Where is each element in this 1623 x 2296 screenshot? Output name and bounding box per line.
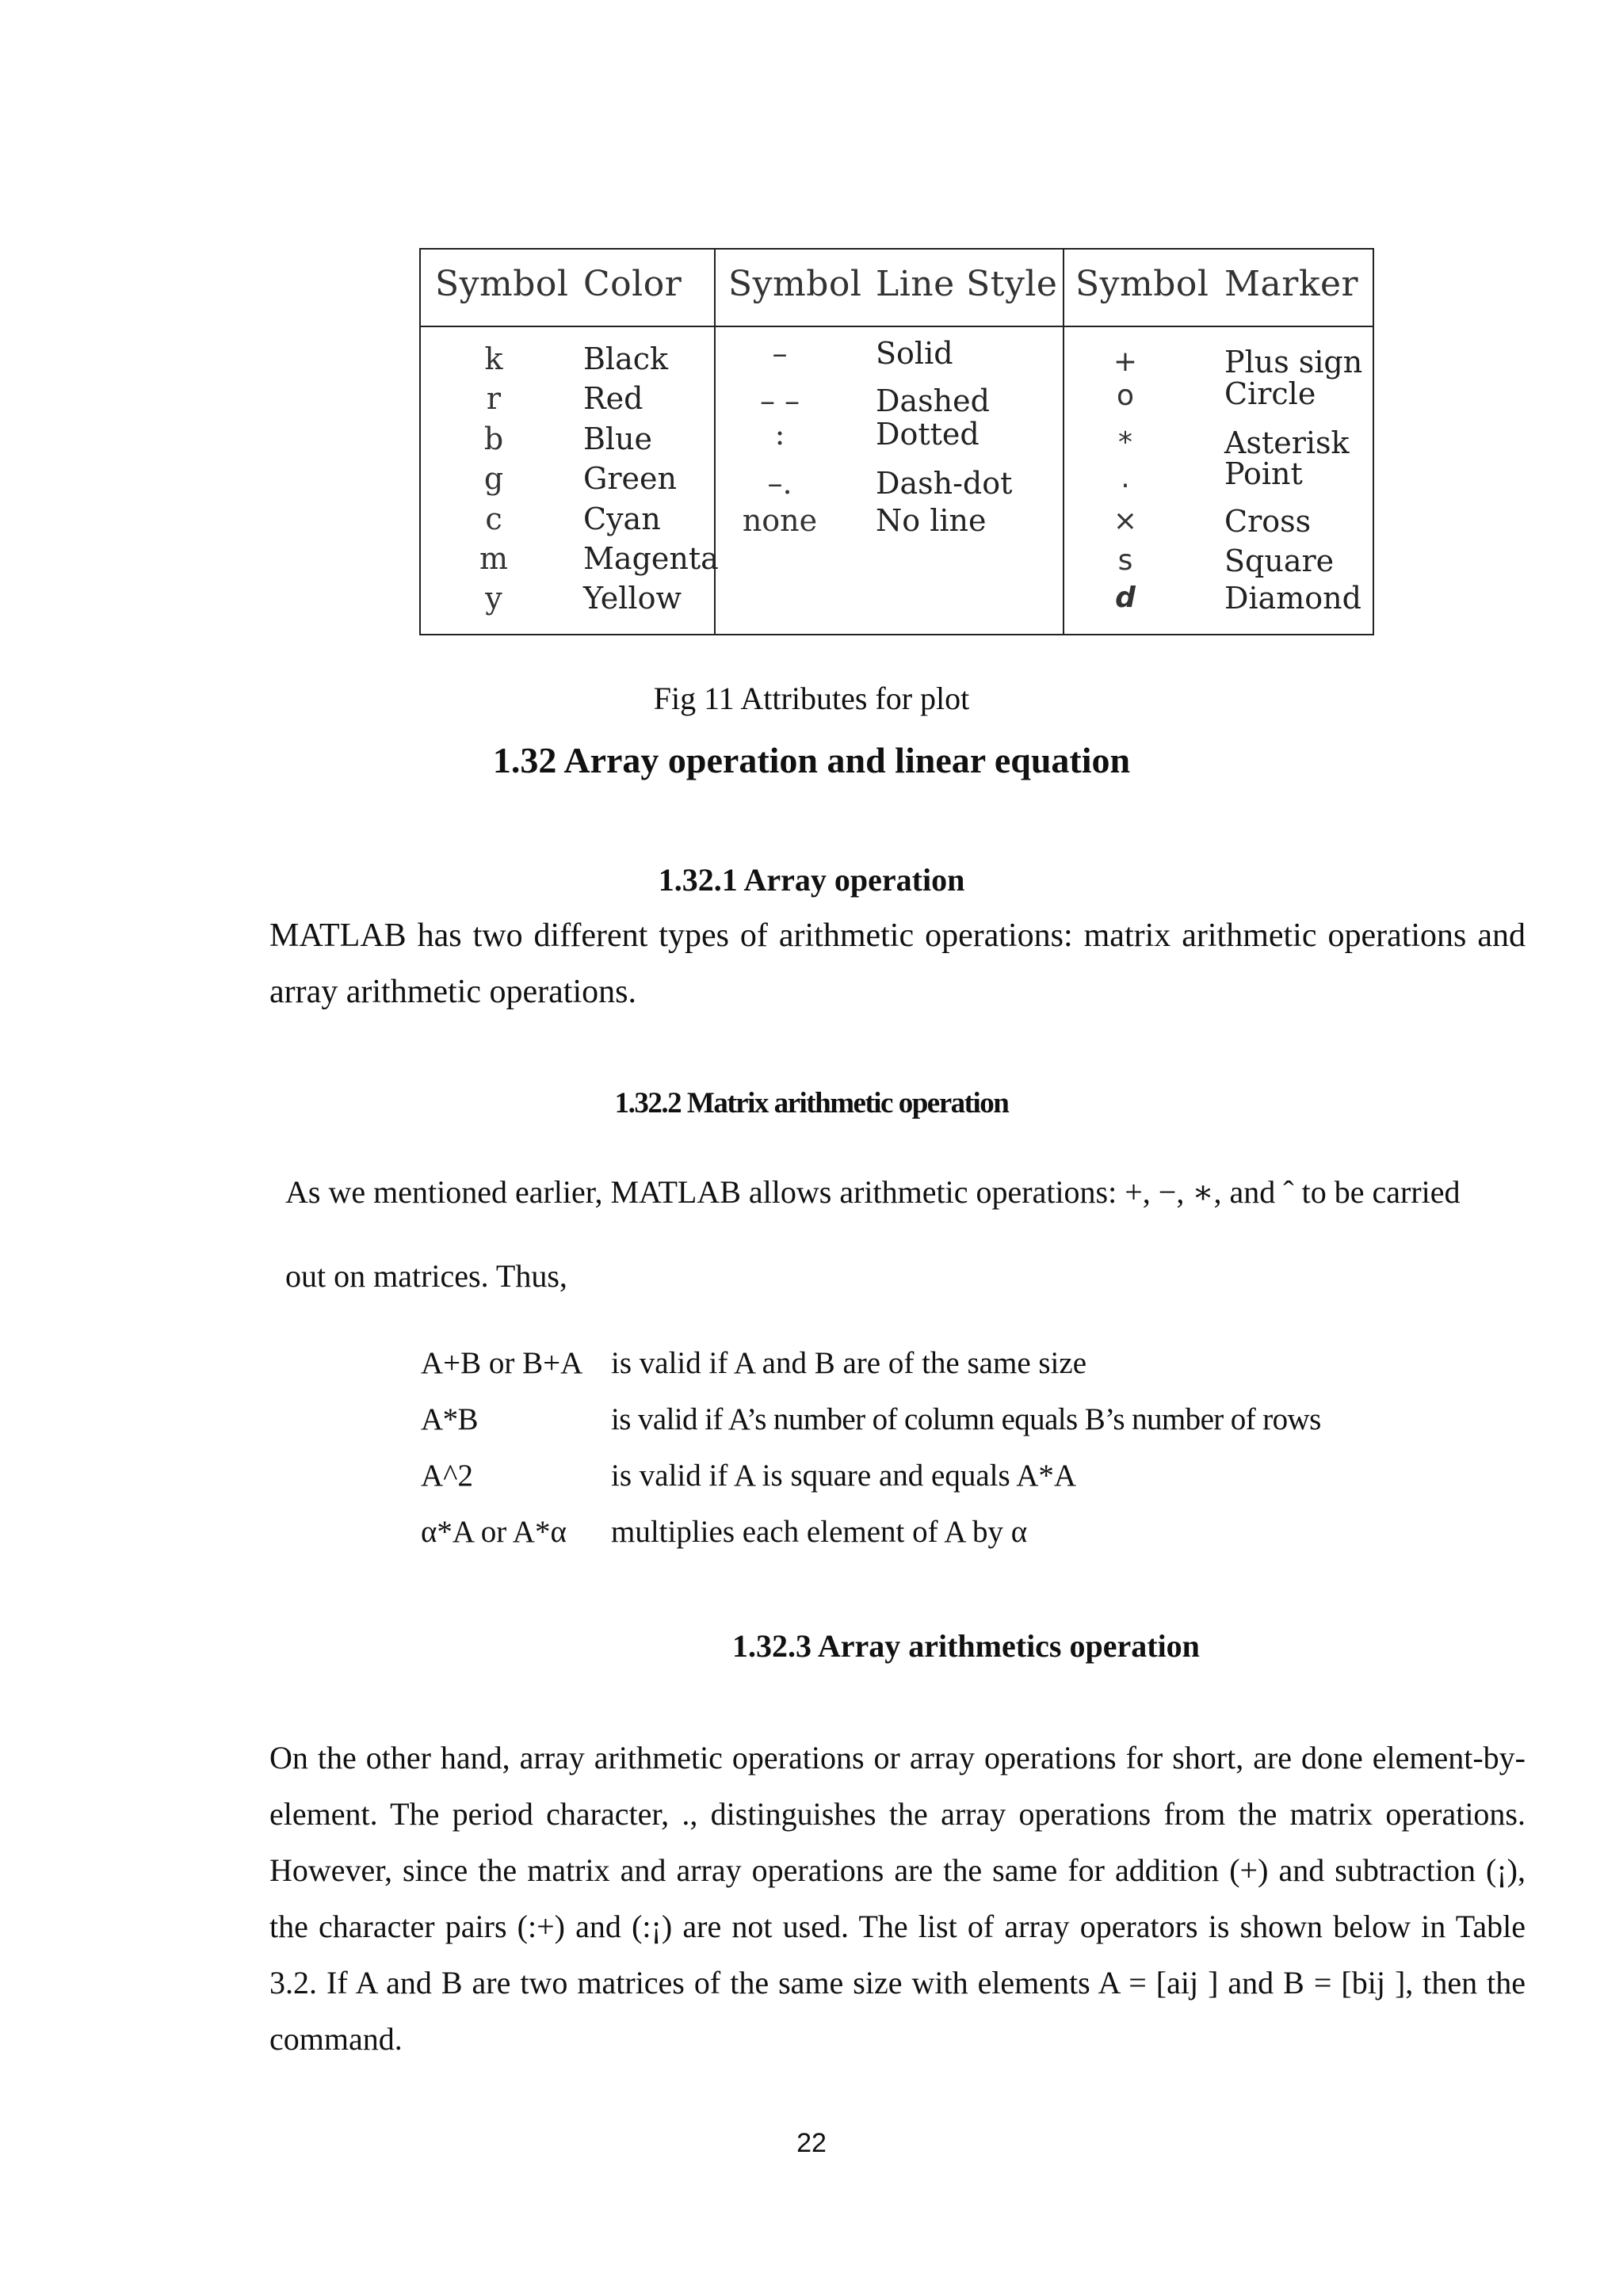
header-marker: Marker <box>1224 264 1359 304</box>
page-number: 22 <box>796 2128 827 2158</box>
header-color: Color <box>583 264 682 304</box>
header-symbol-color: Symbol <box>435 264 569 304</box>
header-line-style: Line Style <box>876 264 1058 304</box>
marker-name: Asterisk <box>1224 425 1350 460</box>
rule-description: is valid if A’s number of column equals B’s number of rows <box>611 1402 1321 1436</box>
color-symbol: y <box>485 581 502 616</box>
array-arithmetic-paragraph <box>269 1730 1526 2067</box>
line-symbol: – – <box>759 383 800 418</box>
marker-symbol: s <box>1117 544 1133 577</box>
line-style-name: Dashed <box>876 383 990 418</box>
color-name: Yellow <box>583 581 682 616</box>
rule-description: multiplies each element of A by α <box>611 1515 1028 1549</box>
plot-attributes-table <box>419 248 1374 635</box>
marker-name: Cross <box>1224 504 1312 539</box>
rule-description: is valid if A is square and equals A*A <box>611 1459 1077 1493</box>
marker-symbol: . <box>1121 462 1130 494</box>
marker-name: Circle <box>1224 376 1316 411</box>
color-symbol: m <box>479 541 509 576</box>
subsection-title-1: 1.32.1 Array operation <box>658 862 965 898</box>
array-operation-paragraph <box>269 908 1526 1020</box>
color-name: Blue <box>583 421 653 456</box>
matrix-paragraph-line-1: As we mentioned earlier, MATLAB allows arithmetic operations: +, −, ∗, and ˆ to be carried <box>285 1174 1461 1210</box>
marker-symbol: * <box>1118 426 1132 459</box>
line-symbol: : <box>774 417 785 452</box>
table-divider <box>1063 250 1064 634</box>
line-symbol: none <box>742 503 818 538</box>
line-style-name: Dotted <box>876 417 980 452</box>
color-symbol: r <box>486 381 502 416</box>
color-symbol: c <box>485 502 502 536</box>
marker-symbol: o <box>1116 379 1135 412</box>
rule-operation: α*A or A*α <box>421 1515 567 1549</box>
color-symbol: b <box>483 421 504 456</box>
color-name: Black <box>583 341 669 376</box>
rule-operation: A^2 <box>421 1459 473 1493</box>
line-style-name: No line <box>876 503 987 538</box>
marker-name: Point <box>1224 456 1303 491</box>
line-style-name: Dash-dot <box>876 466 1013 501</box>
color-symbol: g <box>483 461 504 496</box>
marker-symbol: × <box>1113 505 1138 537</box>
subsection-title-3: 1.32.3 Array arithmetics operation <box>732 1628 1200 1664</box>
table-header-rule <box>421 326 1373 327</box>
marker-symbol: + <box>1113 345 1138 378</box>
subsection-title-2: 1.32.2 Matrix arithmetic operation <box>614 1087 1009 1119</box>
paragraph-text: MATLAB has two different types of arithmetic operations: matrix arithmetic operations and array arithmetic operations. <box>269 917 1526 1010</box>
section-title: 1.32 Array operation and linear equation <box>492 740 1131 780</box>
rule-operation: A*B <box>421 1402 478 1436</box>
rule-description: is valid if A and B are of the same size <box>611 1346 1087 1380</box>
color-name: Red <box>583 381 643 416</box>
figure-caption: Fig 11 Attributes for plot <box>653 681 970 716</box>
line-symbol: –. <box>767 466 792 501</box>
marker-symbol: d <box>1115 582 1136 614</box>
marker-name: Square <box>1224 543 1335 578</box>
header-symbol-line: Symbol <box>728 264 862 304</box>
color-name: Cyan <box>583 502 661 536</box>
header-symbol-marker: Symbol <box>1075 264 1209 304</box>
line-style-name: Solid <box>876 336 953 371</box>
paragraph-text: On the other hand, array arithmetic operations or array operations for short, are done element-by-element. The period character, ., distinguishes the array operations from the matrix operations. However, since the matrix and array operations are the same for addition (+) and subtraction (¡), the character pairs (:+) and (:¡) are not used. The list of array operators is shown below in Table 3.2. If A and B are two matrices of the same size with elements A = [aij ] and B = [bij ], then the command. <box>269 1740 1526 2057</box>
marker-name: Plus sign <box>1224 345 1363 379</box>
color-name: Green <box>583 461 677 496</box>
color-symbol: k <box>484 341 503 376</box>
matrix-paragraph-line-2: out on matrices. Thus, <box>285 1258 567 1294</box>
line-symbol: – <box>772 336 788 371</box>
rule-operation: A+B or B+A <box>421 1346 583 1380</box>
marker-name: Diamond <box>1224 581 1361 616</box>
color-name: Magenta <box>583 541 719 576</box>
